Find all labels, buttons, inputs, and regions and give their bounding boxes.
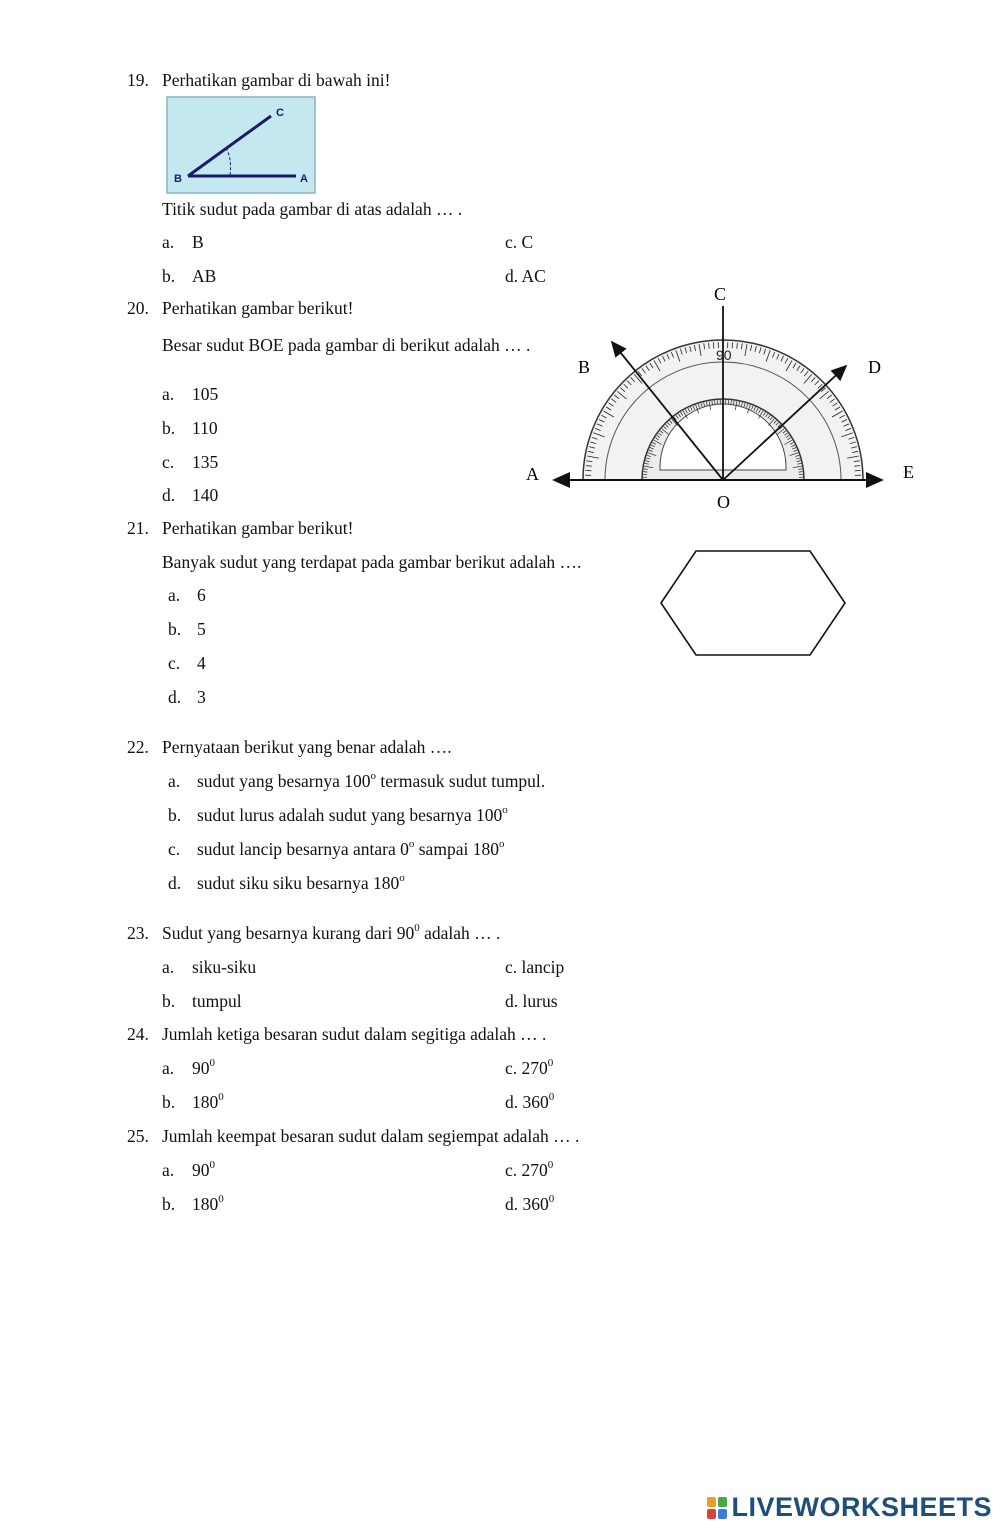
protractor-figure [520,280,920,515]
q20-prompt: Besar sudut BOE pada gambar di berikut adalah … . [162,335,531,355]
protractor-tick [712,401,713,405]
q22-option-a: sudut yang besarnya 100$^o$ termasuk sudut tumpul. [197,770,546,791]
q19-option-b: AB [192,266,217,286]
point-d-label: D [868,357,881,377]
q21-question: Perhatikan gambar berikut! [162,518,354,538]
q22-option-letter: c. [168,839,181,859]
point-o-label: O [717,492,730,512]
protractor-tick [643,472,647,473]
q25-question: Jumlah keempat besaran sudut dalam segiempat adalah … . [162,1126,580,1146]
protractor-tick [644,469,648,470]
hexagon-figure [658,547,848,659]
q19-number: 19. [127,70,149,90]
q24-option-a-letter: a. [162,1058,175,1078]
q24-option-b: $180^0$ [192,1091,224,1112]
q20-option-letter: d. [162,485,176,505]
q23-option-a: siku-siku [192,957,257,977]
q25-option-a: $90^0$ [192,1159,215,1180]
point-a-label: A [526,464,539,484]
point-b-label: B [578,357,591,377]
q21-prompt: Banyak sudut yang terdapat pada gambar berikut adalah …. [162,552,582,572]
q24-number: 24. [127,1024,149,1044]
q24-question: Jumlah ketiga besaran sudut dalam segitiga adalah … . [162,1024,547,1044]
q24-option-b-letter: b. [162,1092,176,1112]
q21-option-b: 5 [197,619,206,639]
q19-option-c: c. C [505,232,534,252]
q25-option-b: $180^0$ [192,1193,224,1214]
q20-option-b: 110 [192,418,218,438]
protractor-tick [798,469,802,470]
q21-option-letter: c. [168,653,181,673]
q20-option-a: 105 [192,384,219,404]
q22-option-d: sudut siku siku besarnya 180$^o$ [197,872,405,893]
q25-number: 25. [127,1126,149,1146]
protractor-tick [734,401,735,405]
q21-option-letter: b. [168,619,182,639]
q23-option-c: c. lancip [505,957,565,977]
q23-question: Sudut yang besarnya kurang dari $90^0$ adalah … . [162,922,501,943]
q21-option-letter: a. [168,585,181,605]
q24-option-d: d. $360^0$ [505,1091,555,1112]
q21-option-a: 6 [197,585,206,605]
q19-angle-figure [166,96,316,194]
q23-option-b-letter: b. [162,991,176,1011]
point-c-label: C [714,284,727,304]
label-c: C [276,107,284,119]
q20-question: Perhatikan gambar berikut! [162,298,354,318]
q21-option-d: 3 [197,687,206,707]
q25-option-d: d. $360^0$ [505,1193,555,1214]
q22-question: Pernyataan berikut yang benar adalah …. [162,737,452,757]
q21-option-c: 4 [197,653,206,673]
q22-option-c: sudut lancip besarnya antara 0$^o$ sampai 180$^o$ [197,838,505,859]
q20-option-letter: a. [162,384,175,404]
q25-option-a-letter: a. [162,1160,175,1180]
q23-option-b: tumpul [192,991,242,1011]
q20-option-c: 135 [192,452,219,472]
protractor-tick [731,400,732,404]
liveworksheets-logo [707,1492,992,1523]
q21-option-letter: d. [168,687,182,707]
label-a: A [300,173,308,185]
q22-option-b: sudut lurus adalah sudut yang besarnya 100$^o$ [197,804,508,825]
q20-option-letter: b. [162,418,176,438]
label-b: B [174,173,182,185]
q19-option-a-letter: a. [162,232,175,252]
liveworksheets-icon [707,1497,727,1519]
q24-option-a: $90^0$ [192,1057,215,1078]
q23-number: 23. [127,923,149,943]
q19-option-b-letter: b. [162,266,176,286]
q25-option-c: c. $270^0$ [505,1159,554,1180]
point-e-label: E [903,462,914,482]
q24-option-c: c. $270^0$ [505,1057,554,1078]
q19-option-d: d. AC [505,266,546,286]
protractor-tick [715,400,716,404]
q22-option-letter: a. [168,771,181,791]
q22-option-letter: b. [168,805,182,825]
q22-number: 22. [127,737,149,757]
q25-option-b-letter: b. [162,1194,176,1214]
q23-option-a-letter: a. [162,957,175,977]
q19-prompt: Titik sudut pada gambar di atas adalah … . [162,199,463,219]
q22-option-letter: d. [168,873,182,893]
protractor-tick [799,472,803,473]
q20-option-letter: c. [162,452,175,472]
brand-text: LIVEWORKSHEETS [731,1492,992,1522]
q21-number: 21. [127,518,149,538]
q23-option-d: d. lurus [505,991,558,1011]
q20-option-d: 140 [192,485,219,505]
q19-option-a: B [192,232,204,252]
q20-number: 20. [127,298,149,318]
q19-question: Perhatikan gambar di bawah ini! [162,70,391,90]
protractor-90-label: 90 [716,347,732,363]
